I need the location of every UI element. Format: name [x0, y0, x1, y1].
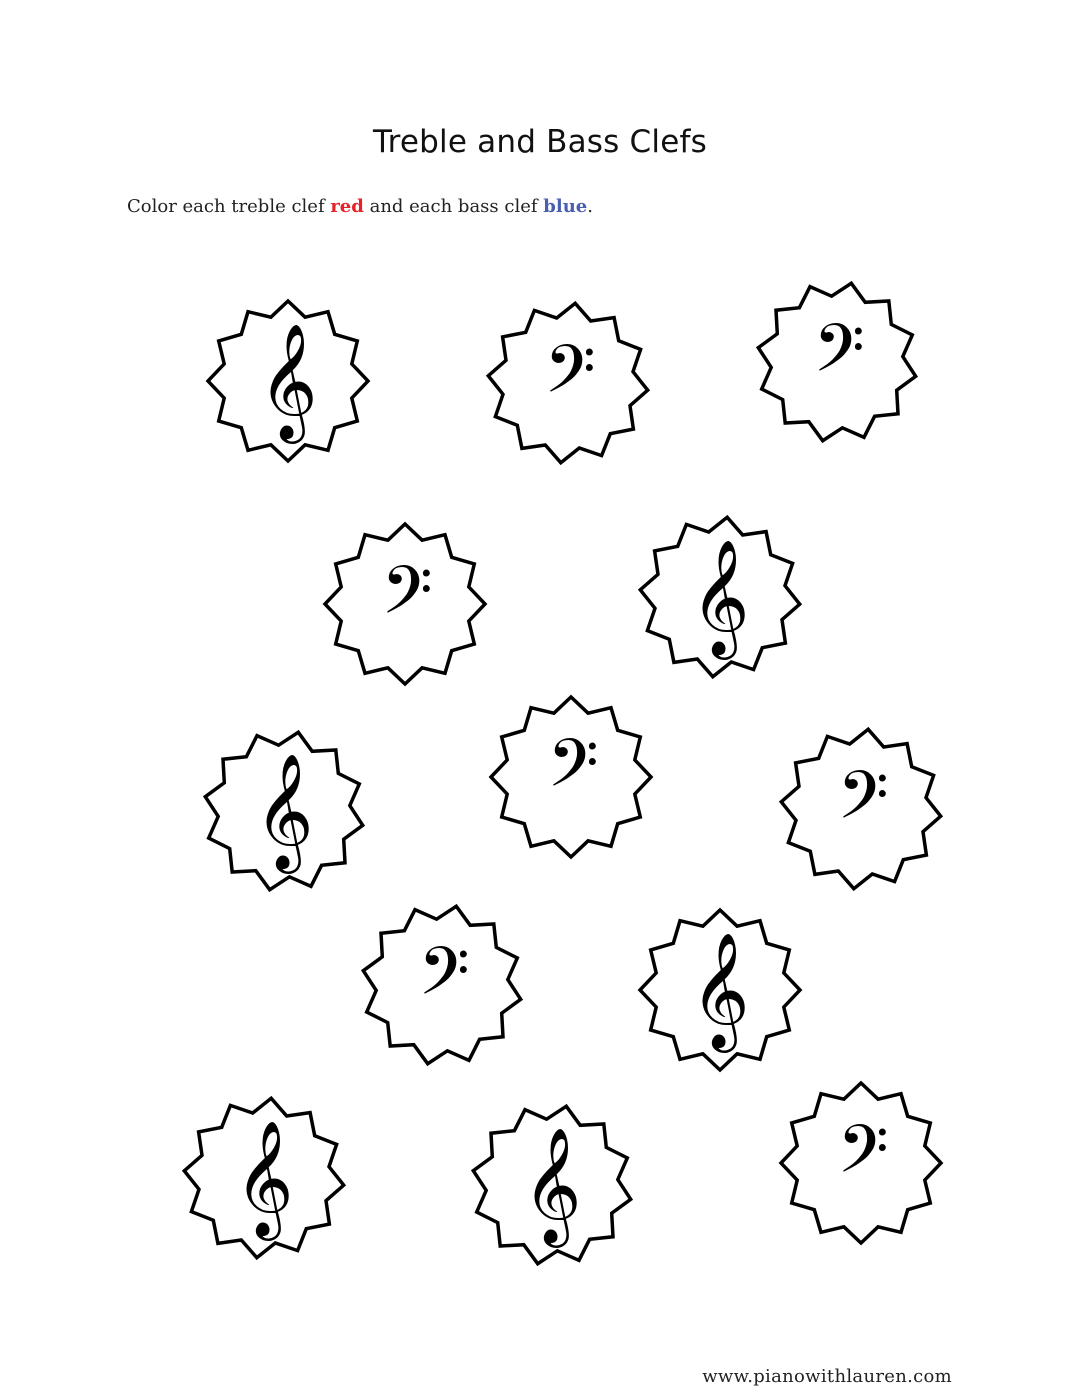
instructions-blue-word: blue	[543, 196, 588, 217]
clef-badge-13[interactable]	[781, 1083, 941, 1243]
treble-clef-icon: 𝄞	[254, 752, 314, 869]
clef-badge-12[interactable]	[473, 1106, 630, 1263]
instructions-red-word: red	[330, 196, 364, 217]
clef-badge-11[interactable]	[184, 1098, 343, 1257]
clef-badge-7[interactable]	[491, 697, 651, 857]
clef-badge-6[interactable]	[205, 732, 362, 889]
instructions-text-3: .	[587, 196, 593, 217]
bass-clef-icon: 𝄢	[418, 933, 470, 1026]
bass-clef-icon: 𝄢	[837, 757, 889, 850]
bass-clef-icon: 𝄢	[544, 331, 596, 424]
clef-badge-3[interactable]	[758, 283, 915, 440]
clef-badge-1[interactable]	[208, 301, 368, 461]
bass-clef-icon: 𝄢	[547, 725, 599, 818]
bass-clef-icon: 𝄢	[381, 552, 433, 645]
clef-badge-8[interactable]	[781, 729, 940, 888]
bass-clef-icon: 𝄢	[813, 310, 865, 403]
clef-badge-9[interactable]	[363, 906, 520, 1063]
treble-clef-icon: 𝄞	[522, 1126, 582, 1243]
clef-badge-2[interactable]	[488, 303, 647, 462]
clef-badge-10[interactable]	[640, 910, 800, 1070]
treble-clef-icon: 𝄞	[234, 1119, 294, 1236]
treble-clef-icon: 𝄞	[690, 931, 750, 1048]
clef-badge-4[interactable]	[325, 524, 485, 684]
treble-clef-icon: 𝄞	[258, 322, 318, 439]
instructions-text-2: and each bass clef	[363, 196, 544, 217]
clef-badge-5[interactable]	[640, 517, 799, 676]
page-title: Treble and Bass Clefs	[373, 124, 707, 160]
instructions-text-1: Color each treble clef	[127, 196, 331, 217]
bass-clef-icon: 𝄢	[837, 1111, 889, 1204]
website-footer: www.pianowithlauren.com	[702, 1366, 952, 1387]
treble-clef-icon: 𝄞	[690, 538, 750, 655]
